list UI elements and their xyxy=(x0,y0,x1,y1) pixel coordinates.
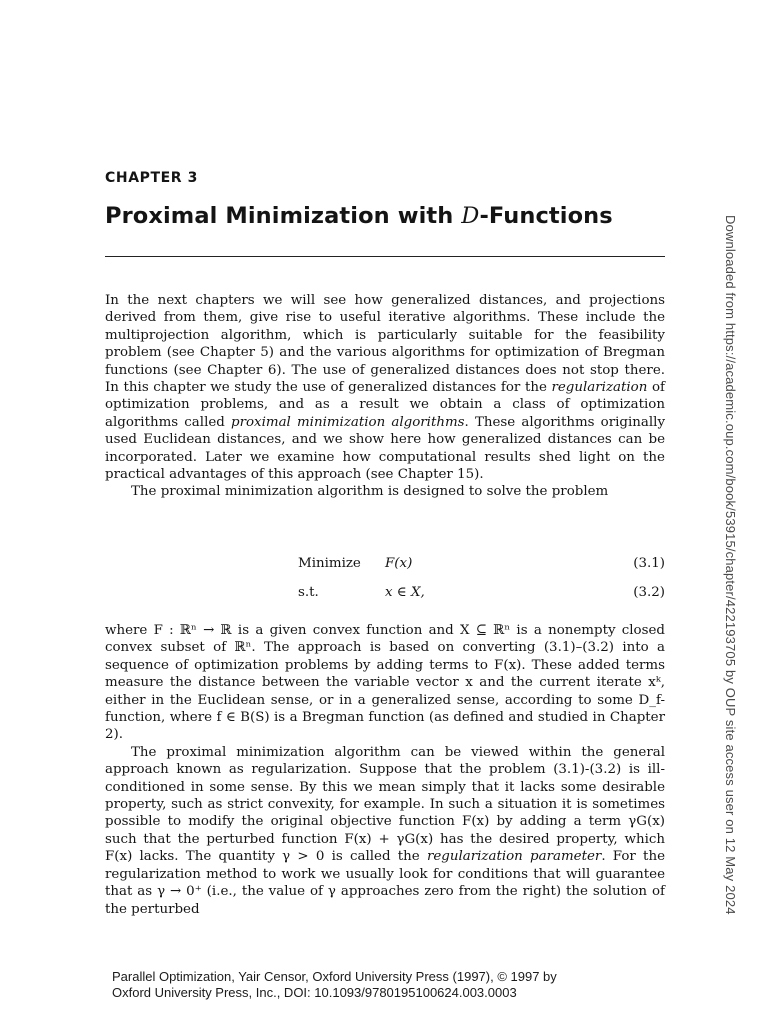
equation-3-2 xyxy=(105,585,665,605)
body-text-block-continued xyxy=(105,622,665,918)
download-watermark-text: Downloaded from https://academic.oup.com/book/53915/chapter/422193705 by OUP site access user on 12 May 2024 xyxy=(723,215,738,915)
equation-operator: s.t. xyxy=(298,585,319,600)
paragraph-definitions: where F : ℝⁿ → ℝ is a given convex function and X ⊆ ℝⁿ is a nonempty closed convex subset of ℝⁿ. The approach is based on converting (3.1)–(3.2) into a sequence of optimization problems by adding terms to F(x). These added terms measure the distance between the variable vector x and the current iterate xᵏ, either in the Euclidean sense, or in a generalized sense, according to some D_f-function, where f ∈ B(S) is a Bregman function (as defined and studied in Chapter 2). xyxy=(105,623,665,743)
chapter-title-symbol: D xyxy=(461,203,480,229)
download-watermark xyxy=(712,215,752,915)
chapter-title-text: Proximal Minimization with xyxy=(105,203,462,229)
paragraph-problem-statement: The proximal minimization algorithm is designed to solve the problem xyxy=(131,484,609,500)
body-text-block xyxy=(105,292,665,501)
title-rule xyxy=(105,256,665,257)
equation-number: (3.2) xyxy=(633,585,665,600)
chapter-label: CHAPTER 3 xyxy=(105,170,198,186)
footer-citation-line: Parallel Optimization, Yair Censor, Oxford University Press (1997), © 1997 by xyxy=(112,969,557,984)
equation-expression: x ∈ X, xyxy=(385,585,425,600)
chapter-title xyxy=(105,203,675,229)
chapter-title-suffix: -Functions xyxy=(479,203,613,229)
equation-operator: Minimize xyxy=(298,556,361,571)
equation-expression: F(x) xyxy=(385,556,413,571)
footer-citation-line: Oxford University Press, Inc., DOI: 10.1093/9780195100624.003.0003 xyxy=(112,985,517,1000)
equation-number: (3.1) xyxy=(633,556,665,571)
paragraph-intro: In the next chapters we will see how generalized distances, and projections derived from them, give rise to useful iterative algorithms. These include the multiprojection algorithm, which is particularly suitable for the feasibility problem (see Chapter 5) and the various algorithms for optimization of Bregman functions (see Chapter 6). The use of generalized distances does not stop there. In this chapter we study the use of generalized distances for the regularization of optimization problems, and as a result we obtain a class of optimization algorithms called proximal minimization algorithms. These algorithms originally used Euclidean distances, and we show here how generalized distances can be incorporated. Later we examine how computational results shed light on the practical advantages of this approach (see Chapter 15). xyxy=(105,293,666,483)
footer-citation xyxy=(112,969,632,1001)
equation-3-1 xyxy=(105,556,665,576)
paragraph-regularization: The proximal minimization algorithm can be viewed within the general approach known as regularization. Suppose that the problem (3.1)-(3.2) is ill-conditioned in some sense. By this we mean simply that it lacks some desirable property, such as strict convexity, for example. In such a situation it is sometimes possible to modify the original objective function F(x) by adding a term γG(x) such that the perturbed function F(x) + γG(x) has the desired property, which F(x) lacks. The quantity γ > 0 is called the regularization parameter. For the regularization method to work we usually look for conditions that will guarantee that as γ → 0⁺ (i.e., the value of γ approaches zero from the right) the solution of the perturbed xyxy=(105,744,665,917)
